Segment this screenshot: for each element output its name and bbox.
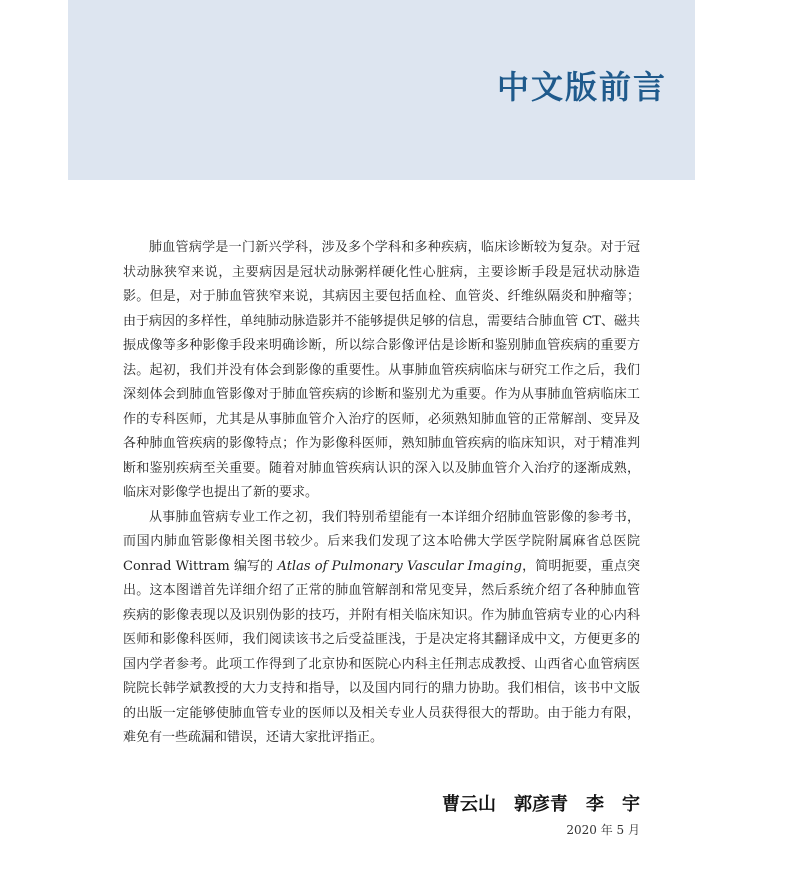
preface-paragraph-2 <box>123 506 640 751</box>
header-band <box>68 0 695 180</box>
paragraph-2-text-start: 从事肺血管病专业工作之初，我们特别希望能有一本详细介绍肺血管影像的参考书，而国内肺血管影像相关图书较少。后来我们发现了这本哈佛大学医学院附属麻省总医院 Conrad Wittram 编写的 <box>123 509 640 574</box>
paragraph-2-text-end: ，简明扼要，重点突出。这本图谱首先详细介绍了正常的肺血管解剖和常见变异，然后系统介绍了各种肺血管疾病的影像表现以及识别伪影的技巧，并附有相关临床知识。作为肺血管病专业的心内科医师和影像科医师，我们阅读该书之后受益匪浅，于是决定将其翻译成中文，方便更多的国内学者参考。此项工作得到了北京协和医院心内科主任荆志成教授、山西省心血管病医院院长韩学斌教授的大力支持和指导，以及国内同行的鼎力协助。我们相信，该书中文版的出版一定能够使肺血管专业的医师以及相关专业人员获得很大的帮助。由于能力有限，难免有一些疏漏和错误，还请大家批评指正。 <box>123 558 640 745</box>
preface-date: 2020 年 5 月 <box>566 823 640 837</box>
preface-body <box>123 236 640 751</box>
translator-signature: 曹云山 郭彦青 李 宇 <box>442 794 640 815</box>
book-title: Atlas of Pulmonary Vascular Imaging <box>277 558 522 574</box>
preface-paragraph-1: 肺血管病学是一门新兴学科，涉及多个学科和多种疾病，临床诊断较为复杂。对于冠状动脉狭窄来说，主要病因是冠状动脉粥样硬化性心脏病，主要诊断手段是冠状动脉造影。但是，对于肺血管狭窄来说，其病因主要包括血栓、血管炎、纤维纵隔炎和肿瘤等；由于病因的多样性，单纯肺动脉造影并不能够提供足够的信息，需要结合肺血管 CT、磁共振成像等多种影像手段来明确诊断，所以综合影像评估是诊断和鉴别肺血管疾病的重要方法。起初，我们并没有体会到影像的重要性。从事肺血管疾病临床与研究工作之后，我们深刻体会到肺血管影像对于肺血管疾病的诊断和鉴别尤为重要。作为从事肺血管病临床工作的专科医师，尤其是从事肺血管介入治疗的医师，必须熟知肺血管的正常解剖、变异及各种肺血管疾病的影像特点；作为影像科医师，熟知肺血管疾病的临床知识，对于精准判断和鉴别疾病至关重要。随着对肺血管疾病认识的深入以及肺血管介入治疗的逐渐成熟，临床对影像学也提出了新的要求。 <box>123 240 640 500</box>
page-title: 中文版前言 <box>496 68 667 106</box>
